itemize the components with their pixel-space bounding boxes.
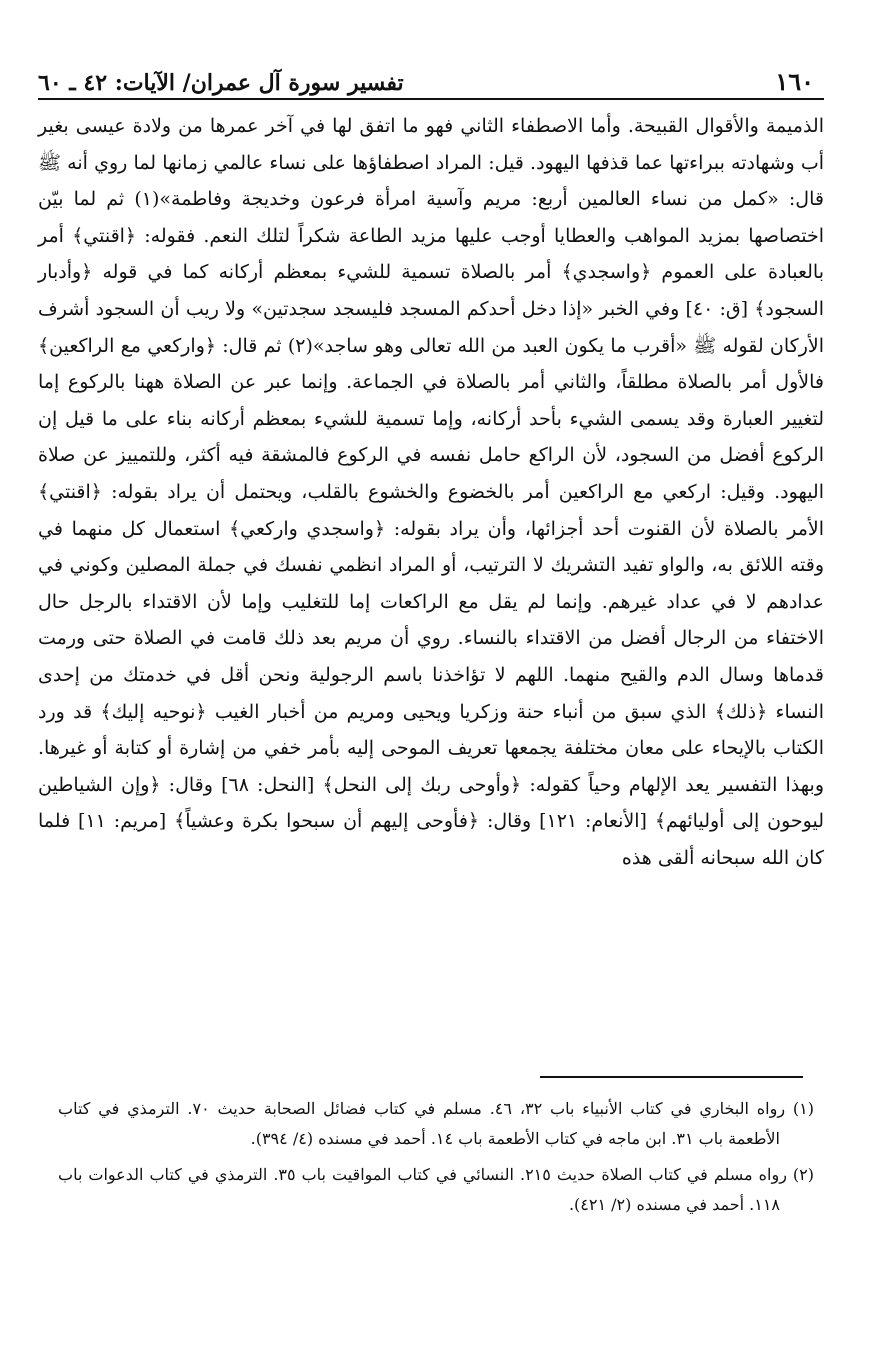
page-number: ١٦٠ — [775, 67, 814, 96]
running-title: تفسير سورة آل عمران/ الآيات: ٤٢ ـ ٦٠ — [38, 70, 404, 96]
footnote-2: (٢) رواه مسلم في كتاب الصلاة حديث ٢١٥. النسائي في كتاب المواقيت باب ٣٥. الترمذي في كتاب الدعوات باب ١١٨. أحمد في مسنده (٢/ ٤٢١). — [58, 1165, 815, 1214]
page-header — [38, 52, 824, 96]
footnote-separator — [540, 1076, 803, 1078]
body-paragraph: الذميمة والأقوال القبيحة. وأما الاصطفاء الثاني فهو ما اتفق لها في آخر عمرها من ولادة عيسى بغير أب وشهادته ببراءتها عما قذفها اليهود. قيل: المراد اصطفاؤها على نساء عالمي زمانها لما روي أنه ﷺ قال: «كمل من نساء العالمين أربع: مريم وآسية امرأة فرعون وخديجة وفاطمة»(١) ثم لما بيّن اختصاصها بمزيد المواهب والعطايا أوجب عليها مزيد الطاعة شكراً لتلك النعم. فقوله: ﴿اقنتي﴾ أمر بالعبادة على العموم ﴿واسجدي﴾ أمر بالصلاة تسمية للشيء بمعظم أركانه كما في قوله ﴿وأدبار السجود﴾ [ق: ٤٠] وفي الخبر «إذا دخل أحدكم المسجد فليسجد سجدتين» ولا ريب أن السجود أشرف الأركان لقوله ﷺ «أقرب ما يكون العبد من الله تعالى وهو ساجد»(٢) ثم قال: ﴿واركعي مع الراكعين﴾ فالأول أمر بالصلاة مطلقاً، والثاني أمر بالصلاة في الجماعة. وإنما عبر عن الصلاة ههنا بالركوع إما لتغيير العبارة وقد يسمى الشيء بأحد أركانه، وإما تسمية للشيء بمعظم أركانه بناء على ما قيل إن الركوع أفضل من السجود، لأن الراكع حامل نفسه في الركوع فالمشقة فيه أكثر، وللتمييز عن صلاة اليهود. وقيل: اركعي مع الراكعين أمر بالخضوع والخشوع بالقلب، ويحتمل أن يراد بقوله: ﴿اقنتي﴾ الأمر بالصلاة لأن القنوت أحد أجزائها، وأن يراد بقوله: ﴿واسجدي واركعي﴾ استعمال كل منهما في وقته اللائق به، والواو تفيد التشريك لا الترتيب، أو المراد انظمي نفسك في جملة المصلين وكوني في عدادهم لا في عداد غيرهم. وإنما لم يقل مع الراكعات إما للتغليب وإما لأن الاقتداء بالرجل حال الاختفاء من الرجال أفضل من الاقتداء بالنساء. روي أن مريم بعد ذلك قامت في الصلاة حتى ورمت قدماها وسال الدم والقيح منهما. اللهم لا تؤاخذنا باسم الرجولية ونحن أقل في خدمتك من إحدى النساء ﴿ذلك﴾ الذي سبق من أنباء حنة وزكريا ويحيى ومريم من أخبار الغيب ﴿نوحيه إليك﴾ قد ورد الكتاب بالإيحاء على معان مختلفة يجمعها تعريف الموحى إليه بأمر خفي من إشارة أو كتابة أو غيرها. وبهذا التفسير يعد الإلهام وحياً كقوله: ﴿وأوحى ربك إلى النحل﴾ [النحل: ٦٨] وقال: ﴿وإن الشياطين ليوحون إلى أوليائهم﴾ [الأنعام: ١٢١] وقال: ﴿فأوحى إليهم أن سبحوا بكرة وعشياً﴾ [مريم: ١١] فلما كان الله سبحانه ألقى هذه — [38, 115, 825, 869]
footnote-1: (١) رواه البخاري في كتاب الأنبياء باب ٣٢، ٤٦. مسلم في كتاب فضائل الصحابة حديث ٧٠. الترمذي في كتاب الأطعمة باب ٣١. ابن ماجه في كتاب الأطعمة باب ١٤. أحمد في مسنده (٤/ ٣٩٤). — [58, 1099, 815, 1148]
header-rule — [38, 98, 824, 100]
main-text — [38, 108, 824, 876]
footnotes — [58, 1094, 814, 1226]
